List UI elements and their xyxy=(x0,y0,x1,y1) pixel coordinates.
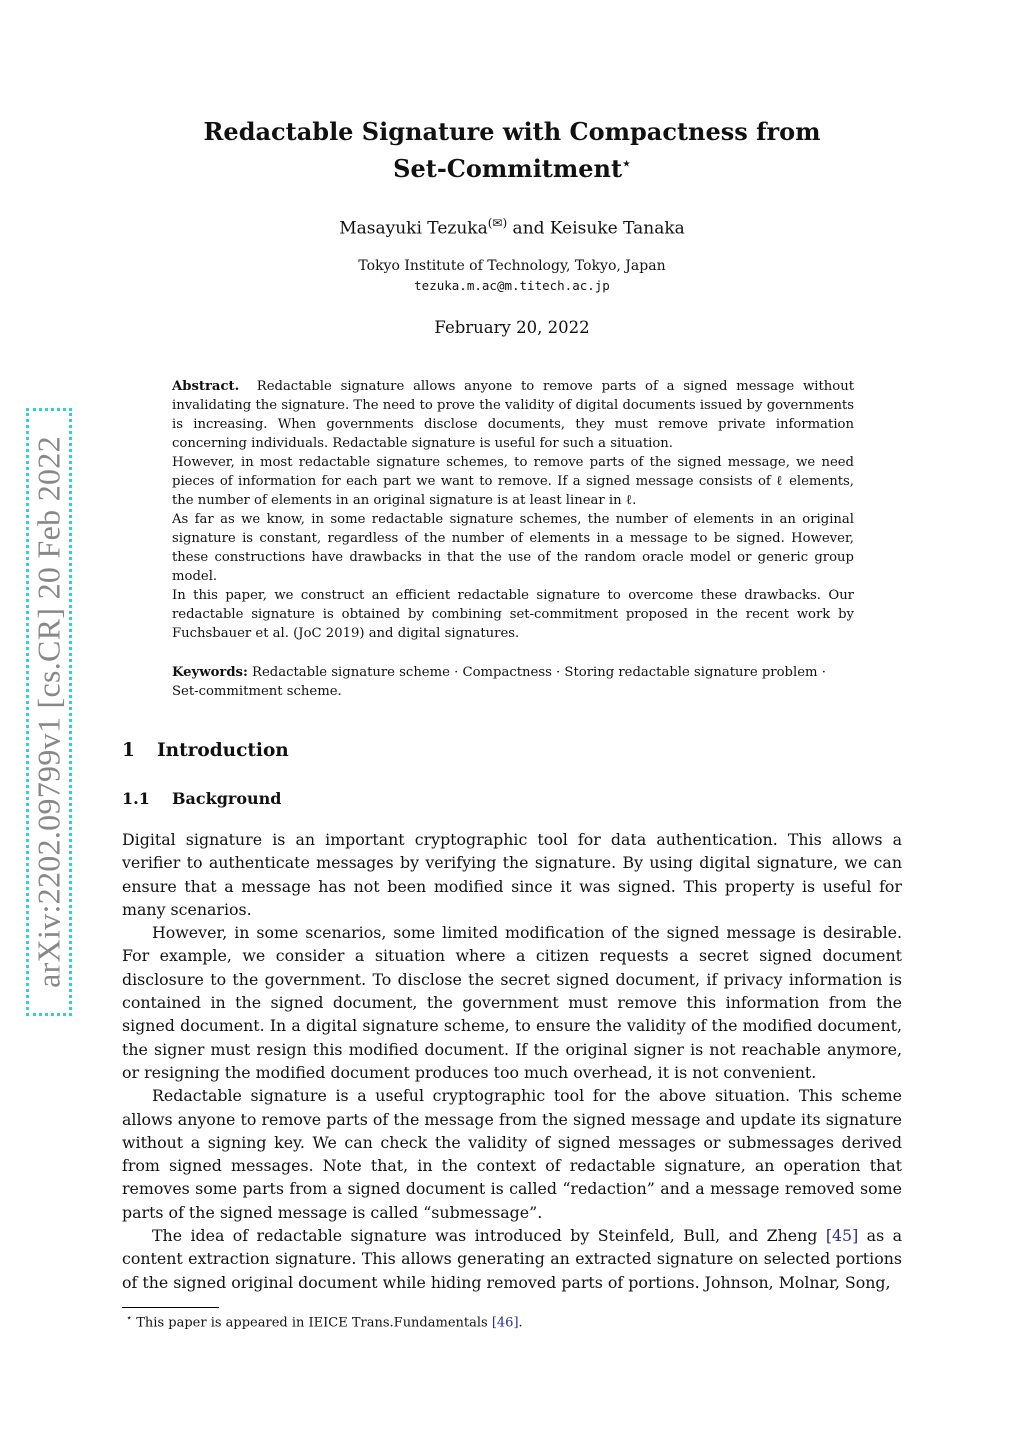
footnote-text: This paper is appeared in IEICE Trans.Fundamentals xyxy=(136,1315,492,1331)
body-paragraph-3: Redactable signature is a useful cryptographic tool for the above situation. This scheme allows anyone to remove parts of the message from the signed message and update its signature without a signing key. We can check the validity of signed messages or submessages derived from signed messages. Note that, in the context of redactable signature, an operation that removes some parts from a signed document is called “redaction” and a message removed some parts of the signed message is called “submessage”. xyxy=(122,1086,902,1222)
footnote-end: . xyxy=(518,1315,523,1331)
author-rest: and Keisuke Tanaka xyxy=(507,218,685,239)
citation-link-45[interactable]: [45] xyxy=(825,1226,859,1246)
affiliation-block xyxy=(150,257,874,295)
title-line-2-text: Set-Commitment xyxy=(393,154,623,183)
paper-title xyxy=(150,116,874,185)
footnote xyxy=(126,1313,523,1330)
footnote-mark: ⋆ xyxy=(126,1313,133,1324)
affiliation: Tokyo Institute of Technology, Tokyo, Japan xyxy=(358,258,666,274)
paper-date: February 20, 2022 xyxy=(434,318,590,337)
section-heading xyxy=(122,740,289,761)
citation-link-46[interactable]: [46] xyxy=(491,1315,519,1331)
abstract-text-1: Redactable signature allows anyone to remove parts of a signed message without invalidating the signature. The need to prove the validity of digital documents issued by governments is increasing. When governments disclose documents, they must remove private information concerning individuals. Redactable signature is useful for such a situation. xyxy=(172,379,855,451)
body-paragraph-1: Digital signature is an important cryptographic tool for data authentication. This allows a verifier to authenticate messages by verifying the signature. By using digital signature, we can ensure that a message has not been modified since it was signed. This property is useful for many scenarios. xyxy=(122,830,902,919)
body-paragraph-4-end: as a content extraction signature. This allows generating an extracted signature on selected portions of the signed original document while hiding removed parts of portions. Johnson, Molnar, Song, xyxy=(122,1226,902,1292)
subsection-heading xyxy=(122,789,281,808)
abstract xyxy=(172,377,854,643)
abstract-paragraph-3: As far as we know, in some redactable signature schemes, the number of elements in an original signature is constant, regardless of the number of elements in a message to be signed. However, these constructions have drawbacks in that the use of the random oracle model or generic group model. xyxy=(172,512,854,584)
section-number: 1 xyxy=(122,740,135,761)
keywords-text: Redactable signature scheme · Compactness · Storing redactable signature problem · Set-commitment scheme. xyxy=(172,665,826,699)
author-first: Masayuki Tezuka xyxy=(339,218,488,239)
envelope-icon: (✉) xyxy=(487,216,508,230)
subsection-number: 1.1 xyxy=(122,789,150,808)
abstract-paragraph-2: However, in most redactable signature schemes, to remove parts of the signed message, we need pieces of information for each part we want to remove. If a signed message consists of ℓ elements, the number of elements in an original signature is at least linear in ℓ. xyxy=(172,455,854,508)
author-list xyxy=(150,216,874,239)
abstract-label: Abstract. xyxy=(172,379,240,394)
subsection-title: Background xyxy=(172,789,282,808)
arxiv-id: arXiv:2202.09799v1 [cs.CR] 20 Feb 2022 xyxy=(30,436,67,988)
title-line-2 xyxy=(150,148,874,185)
section-title: Introduction xyxy=(157,740,289,761)
body-paragraph-2: However, in some scenarios, some limited modification of the signed message is desirable. For example, we consider a situation where a citizen requests a secret signed document disclosure to the government. To disclose the secret signed document, if privacy information is contained in the signed document, the government must remove this information from the signed document. In a digital signature scheme, to ensure the validity of the modified document, the signer must resign this modified document. If the original signer is not reachable anymore, or resigning the modified document produces too much overhead, it is not convenient. xyxy=(122,923,902,1082)
body-paragraph-4-start: The idea of redactable signature was introduced by Steinfeld, Bull, and Zheng xyxy=(152,1226,826,1246)
arxiv-stamp xyxy=(26,408,72,1016)
author-email: tezuka.m.ac@m.titech.ac.jp xyxy=(414,278,610,293)
footnote-rule xyxy=(122,1307,219,1308)
abstract-paragraph-4: In this paper, we construct an efficient redactable signature to overcome these drawbacks. Our redactable signature is obtained by combining set-commitment proposed in the recent work by Fuchsbauer et al. (JoC 2019) and digital signatures. xyxy=(172,588,854,641)
keywords xyxy=(172,663,854,701)
body-text xyxy=(122,828,902,1294)
title-footnote-mark: ⋆ xyxy=(622,156,631,172)
body-paragraph-4 xyxy=(122,1224,902,1294)
keywords-label: Keywords: xyxy=(172,665,248,680)
abstract-paragraph-1 xyxy=(172,377,854,453)
title-line-1: Redactable Signature with Compactness from xyxy=(203,117,821,146)
